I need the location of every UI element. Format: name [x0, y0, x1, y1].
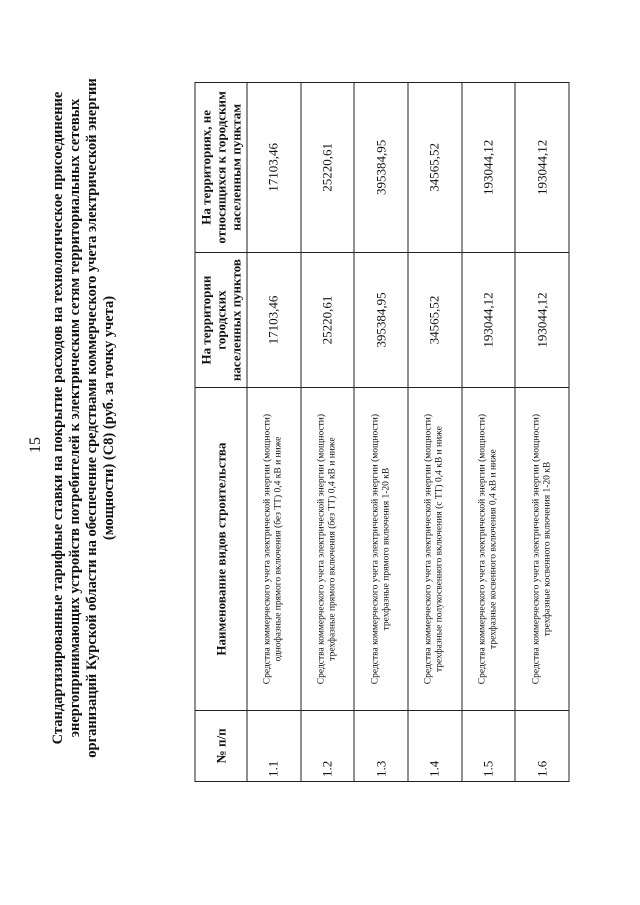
- title-line: организаций Курской области на обеспечение средствами коммерческого учета электрической энергии: [84, 78, 100, 758]
- row-urban-value: 193044,12: [515, 252, 569, 388]
- row-num: 1.1: [247, 710, 301, 781]
- table-header-row: [195, 83, 247, 782]
- tariff-table-container: [195, 82, 570, 782]
- row-name: Средства коммерческого учета электрической энергии (мощности) однофазные прямого включения (без ТТ) 0,4 кВ и ниже: [247, 388, 301, 710]
- table-row: [408, 83, 462, 782]
- row-nonurban-value: 395384,95: [354, 83, 408, 253]
- row-nonurban-value: 25220,61: [301, 83, 355, 253]
- row-urban-value: 34565,52: [408, 252, 462, 388]
- row-urban-value: 395384,95: [354, 252, 408, 388]
- page-number: 15: [27, 437, 44, 453]
- header-nonurban: На территориях, не относящихся к городским населенным пунктам: [195, 83, 247, 253]
- row-urban-value: 193044,12: [462, 252, 516, 388]
- table-row: [247, 83, 301, 782]
- table-row: [462, 83, 516, 782]
- row-num: 1.6: [515, 710, 569, 781]
- row-nonurban-value: 17103,46: [247, 83, 301, 253]
- header-name: Наименование видов строительства: [195, 388, 247, 710]
- title-line: Стандартизированные тарифные ставки на покрытие расходов на технологическое присоединение: [50, 91, 66, 745]
- row-nonurban-value: 34565,52: [408, 83, 462, 253]
- row-num: 1.5: [462, 710, 516, 781]
- row-num: 1.4: [408, 710, 462, 781]
- header-urban: На территории городских населенных пунктов: [195, 252, 247, 388]
- row-urban-value: 17103,46: [247, 252, 301, 388]
- row-name: Средства коммерческого учета электрической энергии (мощности) трехфазные прямого включения (без ТТ) 0,4 кВ и ниже: [301, 388, 355, 710]
- table-row: [515, 83, 569, 782]
- row-name: Средства коммерческого учета электрической энергии (мощности) трехфазные полукосвенного включения (с ТТ) 0,4 кВ и ниже: [408, 388, 462, 710]
- document-title: [50, 48, 118, 788]
- table-row: [301, 83, 355, 782]
- table-row: [354, 83, 408, 782]
- tariff-table: [195, 82, 570, 782]
- row-nonurban-value: 193044,12: [462, 83, 516, 253]
- row-urban-value: 25220,61: [301, 252, 355, 388]
- row-nonurban-value: 193044,12: [515, 83, 569, 253]
- title-line: энергопринимающих устройств потребителей к электрическим сетям территориальных сетевых: [67, 98, 83, 738]
- row-num: 1.3: [354, 710, 408, 781]
- row-num: 1.2: [301, 710, 355, 781]
- header-num: № п/п: [195, 710, 247, 781]
- row-name: Средства коммерческого учета электрической энергии (мощности) трехфазные косвенного включения 0,4 кВ и ниже: [462, 388, 516, 710]
- row-name: Средства коммерческого учета электрической энергии (мощности) трехфазные прямого включения 1-20 кВ: [354, 388, 408, 710]
- row-name: Средства коммерческого учета электрической энергии (мощности) трехфазные косвенного включения 1-20 кВ: [515, 388, 569, 710]
- title-line: (мощности) (С8) (руб. за точку учета): [101, 295, 117, 541]
